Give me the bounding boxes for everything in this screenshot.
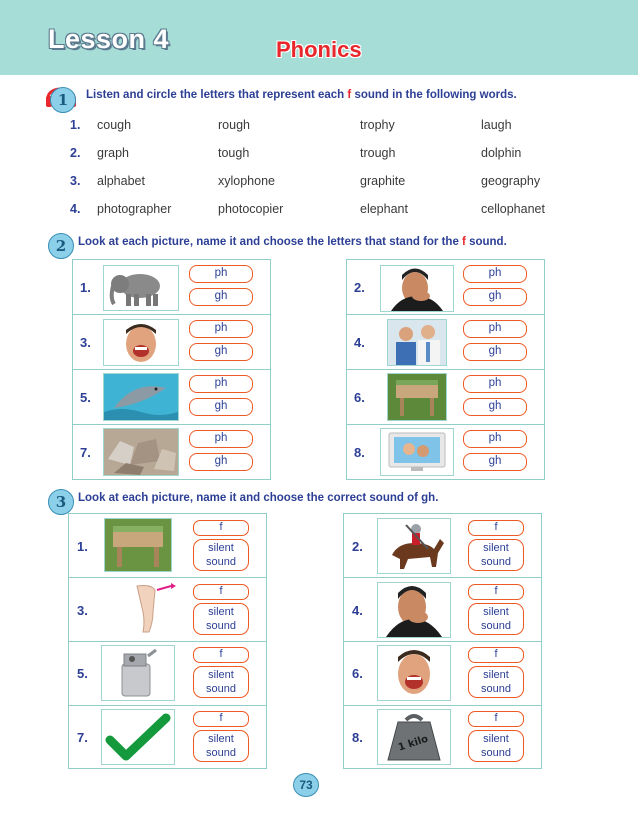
instruction-text: . xyxy=(435,492,439,504)
option-f[interactable]: f xyxy=(193,584,249,600)
row-divider xyxy=(344,641,541,642)
option-text: sound xyxy=(481,683,511,695)
trough-icon xyxy=(387,373,447,421)
word-row-1 xyxy=(70,118,590,134)
row-divider xyxy=(73,314,270,315)
word-row-4 xyxy=(70,202,590,218)
option-text: silent xyxy=(483,669,509,681)
option-text: sound xyxy=(206,620,236,632)
lighter-icon xyxy=(101,645,175,701)
word-row-2 xyxy=(70,146,590,162)
word[interactable]: photocopier xyxy=(218,202,284,216)
dolphin-icon xyxy=(103,373,179,421)
option-silent-sound[interactable] xyxy=(468,666,524,698)
option-text: sound xyxy=(481,747,511,759)
thigh-icon xyxy=(131,582,177,637)
item-number: 6. xyxy=(352,666,363,681)
word[interactable]: tough xyxy=(218,146,250,160)
option-gh[interactable]: gh xyxy=(463,398,527,416)
knight-icon xyxy=(377,518,451,574)
item-number: 3. xyxy=(80,335,91,350)
option-ph[interactable]: ph xyxy=(189,265,253,283)
option-text: sound xyxy=(481,556,511,568)
option-silent-sound[interactable] xyxy=(193,730,249,762)
item-number: 7. xyxy=(77,730,88,745)
option-ph[interactable]: ph xyxy=(463,375,527,393)
option-gh[interactable]: gh xyxy=(463,288,527,306)
option-silent-sound[interactable] xyxy=(468,539,524,571)
instruction-text: sound in the following words. xyxy=(351,89,517,101)
option-f[interactable]: f xyxy=(193,647,249,663)
option-f[interactable]: f xyxy=(468,520,524,536)
item-number: 5. xyxy=(77,666,88,681)
coughing-man-icon xyxy=(377,582,451,638)
option-ph[interactable]: ph xyxy=(189,430,253,448)
laughing-man-icon xyxy=(103,319,179,366)
item-number: 6. xyxy=(354,390,365,405)
word[interactable]: trophy xyxy=(360,118,395,132)
word[interactable]: graph xyxy=(97,146,129,160)
option-text: silent xyxy=(208,733,234,745)
option-gh[interactable]: gh xyxy=(189,453,253,471)
row-divider xyxy=(69,705,266,706)
option-ph[interactable]: ph xyxy=(463,430,527,448)
item-number: 5. xyxy=(80,390,91,405)
instruction-text: Listen and circle the letters that represent each xyxy=(86,89,348,101)
option-ph[interactable]: ph xyxy=(189,375,253,393)
option-text: silent xyxy=(483,606,509,618)
word[interactable]: alphabet xyxy=(97,174,145,188)
word[interactable]: cellophanet xyxy=(481,202,545,216)
option-ph[interactable]: ph xyxy=(463,265,527,283)
word[interactable]: cough xyxy=(97,118,132,132)
row-divider xyxy=(347,314,544,315)
option-silent-sound[interactable] xyxy=(193,666,249,698)
section1-instruction xyxy=(86,89,517,101)
item-number: 1. xyxy=(77,539,88,554)
word[interactable]: dolphin xyxy=(481,146,522,160)
option-text: silent xyxy=(208,542,234,554)
option-text: sound xyxy=(206,683,236,695)
section-number-2: 2 xyxy=(48,233,74,259)
item-number: 2. xyxy=(354,280,365,295)
row-divider xyxy=(69,577,266,578)
weight-icon xyxy=(377,709,451,765)
word[interactable]: elephant xyxy=(360,202,408,216)
option-text: sound xyxy=(206,556,236,568)
option-gh[interactable]: gh xyxy=(463,343,527,361)
row-divider xyxy=(347,424,544,425)
option-gh[interactable]: gh xyxy=(189,288,253,306)
word[interactable]: graphite xyxy=(360,174,406,188)
weight-label: 1 kilo xyxy=(396,733,430,754)
word-row-3 xyxy=(70,174,590,190)
row-number: 4. xyxy=(70,202,81,216)
option-ph[interactable]: ph xyxy=(189,320,253,338)
option-text: silent xyxy=(483,542,509,554)
coughing-man-icon xyxy=(380,265,454,312)
instruction-letter: f xyxy=(462,236,466,248)
option-text: sound xyxy=(206,747,236,759)
option-silent-sound[interactable] xyxy=(193,539,249,571)
laughing-man-icon xyxy=(377,645,451,701)
option-f[interactable]: f xyxy=(193,711,249,727)
section2-right-table xyxy=(346,259,545,480)
word[interactable]: trough xyxy=(360,146,396,160)
section3-right-table xyxy=(343,513,542,769)
trough-icon xyxy=(104,518,172,572)
option-f[interactable]: f xyxy=(468,584,524,600)
row-divider xyxy=(73,369,270,370)
item-number: 3. xyxy=(77,603,88,618)
row-divider xyxy=(344,705,541,706)
option-silent-sound[interactable] xyxy=(468,730,524,762)
instruction-text: Look at each picture, name it and choose the correct sound of xyxy=(78,492,422,504)
option-gh[interactable]: gh xyxy=(189,343,253,361)
right-tick-icon xyxy=(101,709,175,765)
item-number: 8. xyxy=(352,730,363,745)
rough-rocks-icon xyxy=(103,428,179,476)
option-text: silent xyxy=(483,733,509,745)
section2-left-table xyxy=(72,259,271,480)
pharmacist-icon xyxy=(387,319,447,366)
word[interactable]: xylophone xyxy=(218,174,275,188)
row-divider xyxy=(344,577,541,578)
instruction-text: sound. xyxy=(465,236,507,248)
option-gh[interactable]: gh xyxy=(189,398,253,416)
row-number: 1. xyxy=(70,118,81,132)
item-number: 8. xyxy=(354,445,365,460)
option-gh[interactable]: gh xyxy=(463,453,527,471)
row-number: 3. xyxy=(70,174,81,188)
option-f[interactable]: f xyxy=(468,647,524,663)
instruction-letter: f xyxy=(347,89,352,101)
item-number: 4. xyxy=(354,335,365,350)
row-divider xyxy=(69,641,266,642)
option-ph[interactable]: ph xyxy=(463,320,527,338)
section2-instruction xyxy=(78,236,507,248)
row-divider xyxy=(347,369,544,370)
word[interactable]: geography xyxy=(481,174,541,188)
option-silent-sound[interactable] xyxy=(468,603,524,635)
option-text: silent xyxy=(208,669,234,681)
word[interactable]: laugh xyxy=(481,118,512,132)
option-f[interactable]: f xyxy=(193,520,249,536)
subject-title: Phonics xyxy=(276,37,362,62)
item-number: 7. xyxy=(80,445,91,460)
option-text: silent xyxy=(208,606,234,618)
word[interactable]: rough xyxy=(218,118,250,132)
item-number: 1. xyxy=(80,280,91,295)
row-number: 2. xyxy=(70,146,81,160)
item-number: 4. xyxy=(352,603,363,618)
instruction-text: Look at each picture, name it and choose the letters that stand for the xyxy=(78,236,463,248)
page-number: 73 xyxy=(293,773,319,797)
option-silent-sound[interactable] xyxy=(193,603,249,635)
item-number: 2. xyxy=(352,539,363,554)
elephant-icon xyxy=(103,265,179,311)
word[interactable]: photographer xyxy=(97,202,172,216)
row-divider xyxy=(73,424,270,425)
option-text: sound xyxy=(481,620,511,632)
option-f[interactable]: f xyxy=(468,711,524,727)
instruction-letter: gh xyxy=(421,492,436,504)
section-number-1: 1 xyxy=(50,87,76,113)
section3-instruction xyxy=(78,492,438,504)
section-number-3: 3 xyxy=(48,489,74,515)
photo-frame-icon xyxy=(380,428,454,476)
lesson-title: Lesson 4 xyxy=(48,24,170,54)
section3-left-table xyxy=(68,513,267,769)
